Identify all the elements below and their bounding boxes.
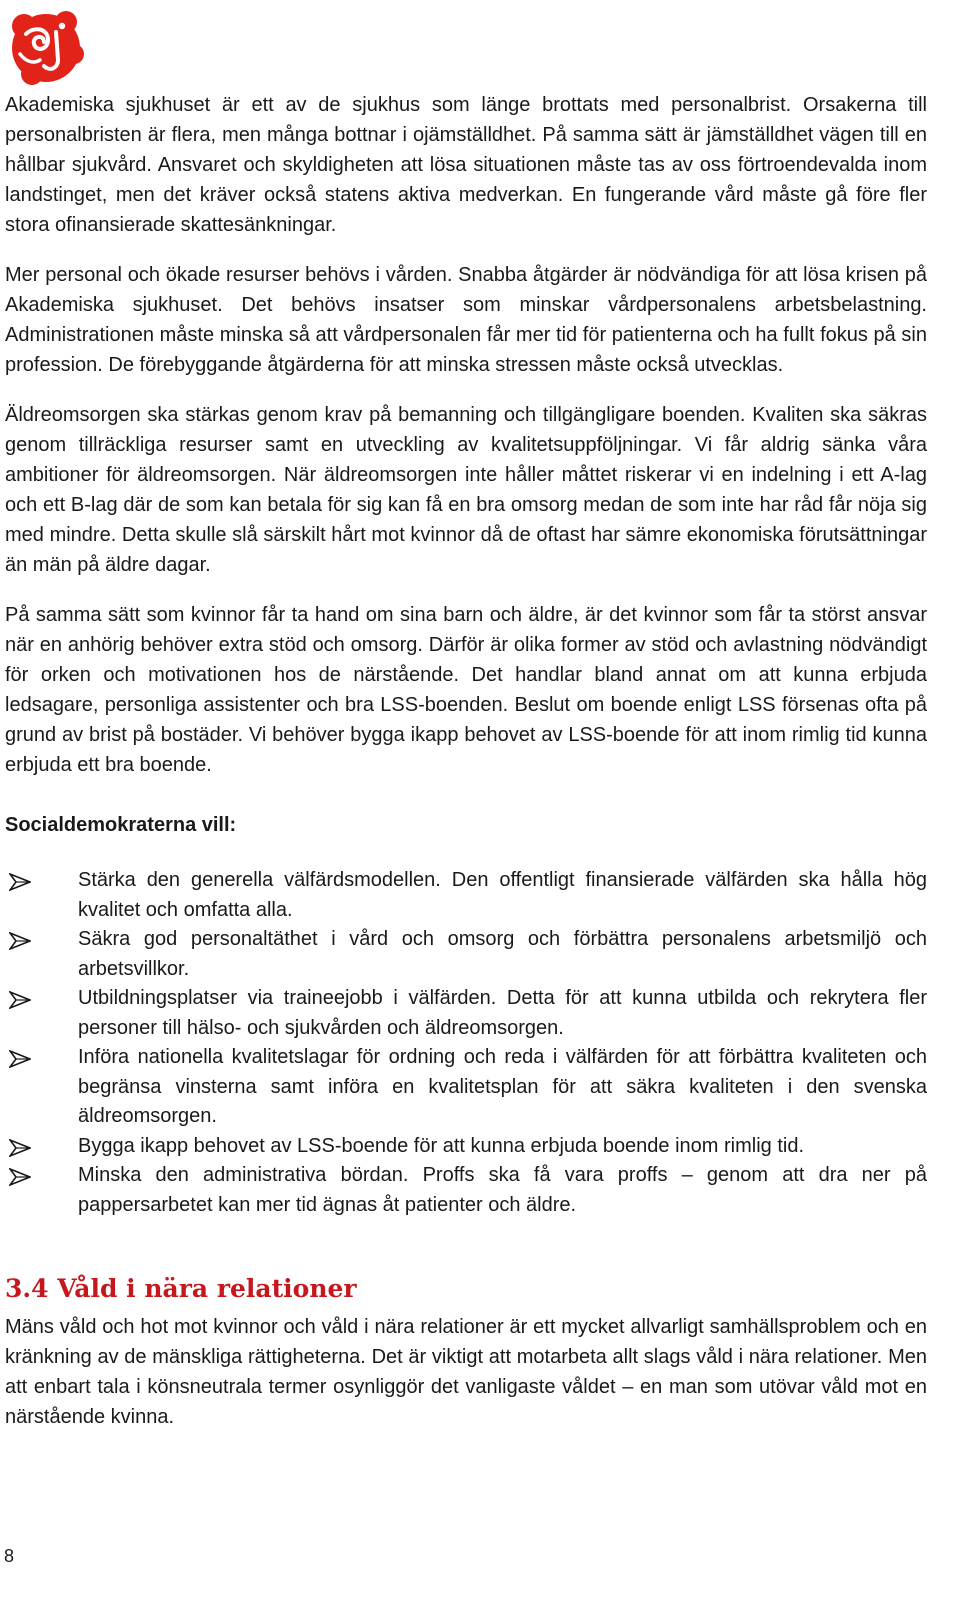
list-item — [5, 925, 927, 984]
arrow-bullet-icon — [9, 991, 31, 1009]
demands-heading: Socialdemokraterna vill: — [5, 814, 237, 836]
paragraph-more-resources: Mer personal och ökade resurser behövs i vården. Snabba åtgärder är nödvändiga för att lösa krisen på Akademiska sjukhuset. Det behövs insatser som minskar vårdpersonalens arbetsbelastning. Administrationen måste minska så att vårdpersonalen får mer tid för patienterna och ha fullt fokus på sin profession. De förebyggande åtgärderna för att minska stressen måste också utvecklas. — [5, 264, 927, 376]
list-item-text: Införa nationella kvalitetslagar för ordning och reda i välfärden för att förbättra kvaliteten och begränsa vinsterna samt införa en kvalitetsplan för att säkra kvaliteten i den svenska äldreomsorgen. — [78, 1046, 927, 1127]
list-item — [5, 866, 927, 925]
arrow-bullet-icon — [9, 1050, 31, 1068]
arrow-bullet-icon — [9, 1168, 31, 1186]
demands-list — [5, 866, 927, 1220]
list-item-text: Minska den administrativa bördan. Proffs ska få vara proffs – genom att dra ner på pappersarbetet kan mer tid ägnas åt patienter och äldre. — [78, 1164, 927, 1216]
list-item — [5, 1043, 927, 1132]
arrow-bullet-icon — [9, 873, 31, 891]
document-body — [5, 90, 927, 1452]
rose-logo-icon — [4, 4, 88, 88]
paragraph-elderly-care: Äldreomsorgen ska stärkas genom krav på bemanning och tillgängligare boenden. Kvaliten ska säkras genom tillräckliga resurser samt en utveckling av kvalitetsuppföljningar. Vi får aldrig sänka våra ambitioner för äldreomsorgen. När äldreomsorgen inte håller måttet riskerar vi en indelning i ett A-lag och ett B-lag där de som kan betala för sig kan få en bra omsorg medan de som inte har råd får nöja sig med mindre. Detta skulle slå särskilt hårt mot kvinnor då de oftast har sämre ekonomiska förutsättningar än män på äldre dagar. — [5, 404, 927, 576]
paragraph-relatives-support: På samma sätt som kvinnor får ta hand om sina barn och äldre, är det kvinnor som får ta störst ansvar när en anhörig behöver extra stöd och omsorg. Därför är olika former av stöd och avlastning nödvändigt för orken och motivationen hos de närstående. Det handlar bland annat om att kunna erbjuda ledsagare, personliga assistenter och bra LSS-boenden. Beslut om boende enligt LSS försenas ofta på grund av brist på bostäder. Vi behöver bygga ikapp behovet av LSS-boende för att inom rimlig tid kunna erbjuda ett bra boende. — [5, 604, 927, 776]
list-item — [5, 984, 927, 1043]
list-item — [5, 1132, 927, 1162]
section-heading: 3.4 Våld i nära relationer — [5, 1274, 357, 1303]
page-number: 8 — [4, 1546, 15, 1566]
paragraph-staff-shortage: Akademiska sjukhuset är ett av de sjukhus som länge brottats med personalbrist. Orsakerna till personalbristen är flera, men många bottnar i ojämställdhet. På samma sätt är jämställdhet vägen till en hållbar sjukvård. Ansvaret och skyldigheten att lösa situationen måste tas av oss förtroendevalda inom landstinget, men det kräver också statens aktiva medverkan. En fungerande vård måste gå före fler stora ofinansierade skattesänkningar. — [5, 94, 927, 236]
list-item-text: Säkra god personaltäthet i vård och omsorg och förbättra personalens arbetsmiljö och arbetsvillkor. — [78, 928, 927, 980]
list-item — [5, 1161, 927, 1220]
list-item-text: Bygga ikapp behovet av LSS-boende för att kunna erbjuda boende inom rimlig tid. — [78, 1134, 805, 1157]
list-item-text: Stärka den generella välfärdsmodellen. Den offentligt finansierade välfärden ska hålla hög kvalitet och omfatta alla. — [78, 869, 927, 921]
list-item-text: Utbildningsplatser via traineejobb i välfärden. Detta för att kunna utbilda och rekrytera fler personer till hälso- och sjukvården och äldreomsorgen. — [78, 987, 927, 1039]
arrow-bullet-icon — [9, 932, 31, 950]
section-paragraph: Mäns våld och hot mot kvinnor och våld i nära relationer är ett mycket allvarligt samhällsproblem och en kränkning av de mänskliga rättigheterna. Det är viktigt att motarbeta allt slags våld i nära relationer. Men att enbart tala i könsneutrala termer osynliggör det vanligaste våldet – en man som utövar våld mot en närstående kvinna. — [5, 1316, 927, 1428]
arrow-bullet-icon — [9, 1139, 31, 1157]
